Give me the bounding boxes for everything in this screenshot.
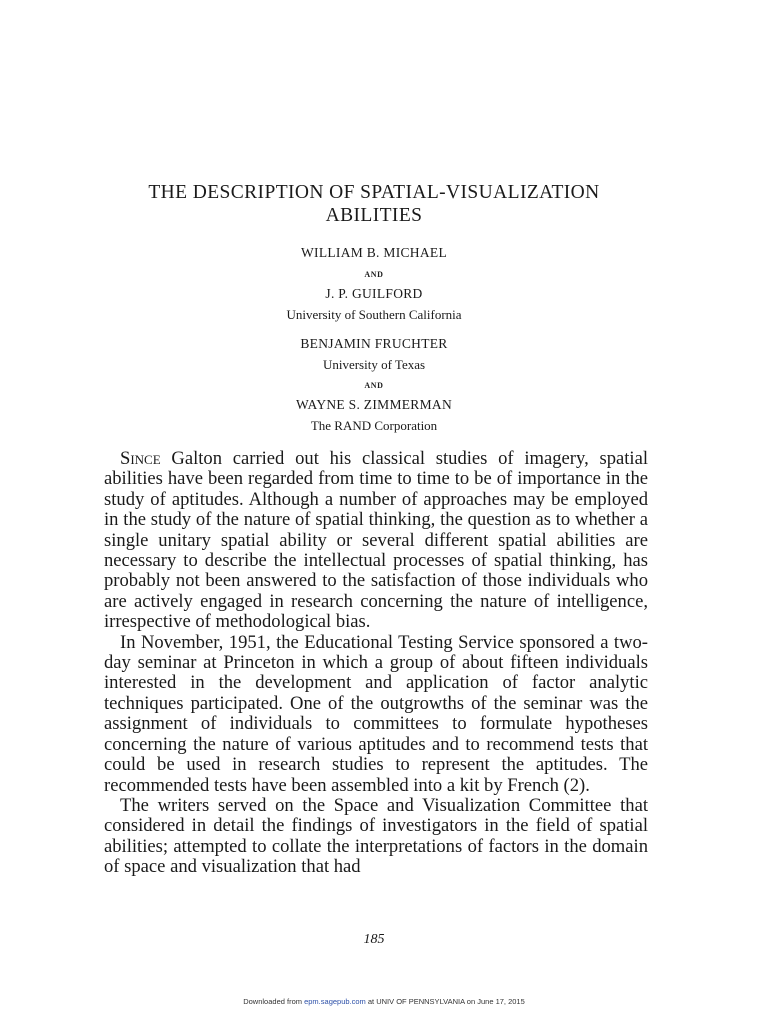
author-name: WAYNE S. ZIMMERMAN <box>295 397 453 412</box>
body-paragraph <box>104 796 648 878</box>
body-paragraph <box>104 449 648 633</box>
footer-suffix: at UNIV OF PENNSYLVANIA on June 17, 2015 <box>365 997 525 1006</box>
paper-title <box>0 181 748 227</box>
paragraph-lead-word: Since <box>120 448 161 469</box>
page-number: 185 <box>363 932 385 947</box>
body-paragraph <box>104 633 648 796</box>
paper-title-line-1: THE DESCRIPTION OF SPATIAL-VISUALIZATION <box>148 182 600 203</box>
paper-title-line-2: ABILITIES <box>325 205 423 226</box>
download-footer <box>0 997 768 1006</box>
author-name: WILLIAM B. MICHAEL <box>300 245 447 260</box>
author-name: J. P. GUILFORD <box>325 286 423 301</box>
paragraph-text: In November, 1951, the Educational Testing Service sponsored a two-day seminar at Princeton in which a group of about fifteen individuals interested in the development and application of factor analytic techniques participated. One of the outgrowths of the seminar was the assignment of individuals to committees to formulate hypotheses concerning the nature of various aptitudes and to recommend tests that could be used in research studies to represent the aptitudes. The recommended tests have been assembled into a kit by French (2). <box>104 631 648 796</box>
author-name: BENJAMIN FRUCHTER <box>300 336 448 351</box>
author-affiliation: The RAND Corporation <box>310 418 438 433</box>
author-conjunction: AND <box>364 270 384 279</box>
footer-link[interactable]: epm.sagepub.com <box>304 997 366 1006</box>
paragraph-text: Galton carried out his classical studies of imagery, spatial abilities have been regarded from time to time to be of importance in the study of aptitudes. Although a number of approaches may be employed in the study of the nature of spatial thinking, the question as to whether a single unitary spatial ability or several different spatial abilities are necessary to describe the intellectual processes of spatial thinking, has probably not been answered to the satisfaction of those individuals who are actively engaged in research concerning the nature of intelligence, irrespective of methodological bias. <box>104 448 648 633</box>
footer-prefix: Downloaded from <box>243 997 305 1006</box>
body-text <box>104 449 648 878</box>
paragraph-text: The writers served on the Space and Visualization Committee that considered in detail the findings of investigators in the field of spatial abilities; attempted to collate the interpretations of factors in the domain of space and visualization that had <box>104 794 648 878</box>
author-conjunction: AND <box>364 381 384 390</box>
author-affiliation: University of Southern California <box>286 307 462 322</box>
author-affiliation: University of Texas <box>322 357 426 372</box>
